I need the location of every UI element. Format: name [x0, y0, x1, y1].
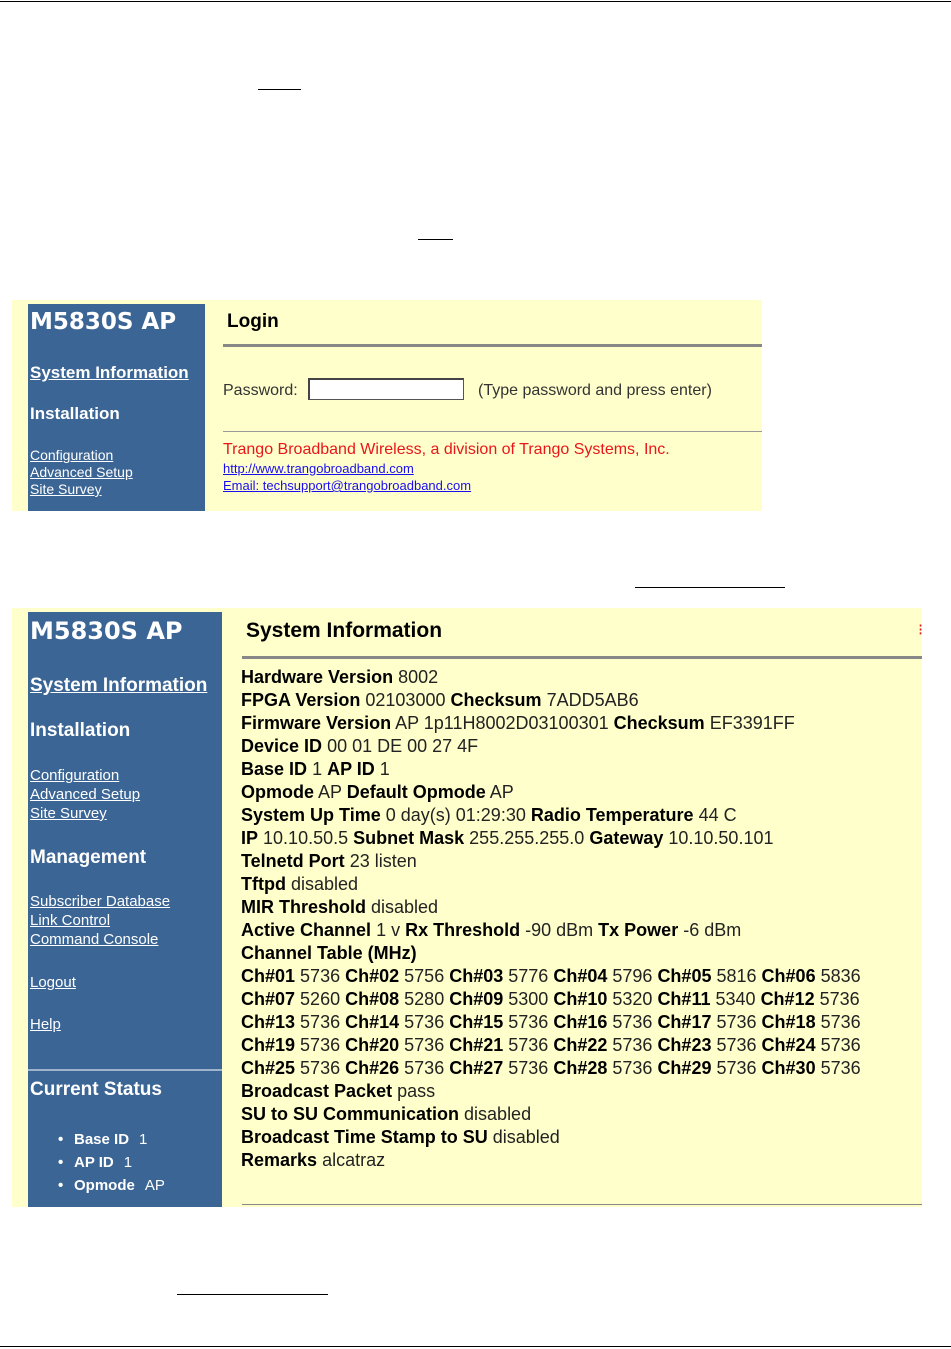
- info-key: Ch#25: [241, 1058, 296, 1078]
- info-key: Hardware Version: [241, 667, 394, 687]
- info-key: Firmware Version: [241, 713, 392, 733]
- info-value: 1: [379, 759, 390, 779]
- info-row: [241, 1103, 861, 1126]
- info-value: 5796: [612, 966, 653, 986]
- info-key: System Up Time: [241, 805, 381, 825]
- status-label: AP ID: [74, 1154, 114, 1171]
- info-value: 5736: [819, 989, 860, 1009]
- sysinfo-screenshot: [12, 608, 922, 1207]
- info-key: MIR Threshold: [241, 897, 366, 917]
- password-input[interactable]: [308, 378, 464, 400]
- info-key: Telnetd Port: [241, 851, 345, 871]
- nav-management-heading: Management: [30, 847, 147, 868]
- info-key: Ch#19: [241, 1035, 296, 1055]
- info-value: 5340: [715, 989, 756, 1009]
- info-value: 5736: [820, 1035, 861, 1055]
- status-item-ap-id: • AP ID 1: [58, 1154, 133, 1171]
- info-key: Ch#04: [553, 966, 608, 986]
- info-value: 5736: [716, 1058, 757, 1078]
- info-key: Ch#06: [761, 966, 816, 986]
- info-key: Base ID: [241, 759, 308, 779]
- info-value: AP: [489, 782, 514, 802]
- nav-configuration[interactable]: Configuration: [30, 767, 120, 784]
- info-row: [241, 850, 861, 873]
- status-item-base-id: • Base ID 1: [58, 1131, 148, 1148]
- info-key: Ch#30: [761, 1058, 816, 1078]
- sidebar-divider: [28, 1069, 222, 1071]
- underline-mark: [635, 587, 785, 588]
- info-key: Default Opmode: [346, 782, 486, 802]
- sysinfo-sidebar: [28, 612, 222, 1207]
- nav-logout[interactable]: Logout: [30, 974, 76, 991]
- info-key: Ch#05: [657, 966, 712, 986]
- status-value: 1: [123, 1154, 133, 1171]
- status-value: AP: [144, 1177, 165, 1194]
- info-key: AP ID: [327, 759, 375, 779]
- info-value: 00 01 DE 00 27 4F: [327, 736, 479, 756]
- info-value: 5280: [404, 989, 445, 1009]
- underline-mark: [418, 239, 453, 240]
- brand-title: M5830S AP: [30, 617, 183, 645]
- info-value: 5736: [300, 1058, 341, 1078]
- info-key: Remarks: [241, 1150, 318, 1170]
- info-row: [241, 919, 861, 942]
- info-value: 5300: [508, 989, 549, 1009]
- info-value: 5320: [612, 989, 653, 1009]
- status-label: Base ID: [74, 1131, 130, 1148]
- info-value: 0 day(s) 01:29:30: [385, 805, 526, 825]
- info-key: FPGA Version: [241, 690, 361, 710]
- info-key: Ch#22: [553, 1035, 608, 1055]
- info-value: 5736: [508, 1012, 549, 1032]
- info-key: Ch#26: [345, 1058, 400, 1078]
- info-value: AP 1p11H8002D03100301: [395, 713, 609, 733]
- nav-site-survey[interactable]: Site Survey: [30, 805, 107, 822]
- info-value: 02103000: [365, 690, 446, 710]
- info-value: 10.10.50.101: [668, 828, 774, 848]
- info-row: [241, 735, 861, 758]
- info-value: 5736: [508, 1058, 549, 1078]
- info-value: 5736: [716, 1012, 757, 1032]
- info-row: [241, 1080, 861, 1103]
- info-value: 5776: [508, 966, 549, 986]
- info-value: 44 C: [698, 805, 737, 825]
- info-key: Ch#13: [241, 1012, 296, 1032]
- nav-command-console[interactable]: Command Console: [30, 931, 159, 948]
- info-key: Ch#14: [345, 1012, 400, 1032]
- info-key: Opmode: [241, 782, 315, 802]
- info-value: -6 dBm: [683, 920, 742, 940]
- info-key: Subnet Mask: [353, 828, 465, 848]
- info-value: 5736: [508, 1035, 549, 1055]
- header-divider: [223, 344, 762, 347]
- info-value: EF3391FF: [709, 713, 795, 733]
- info-key: Ch#16: [553, 1012, 608, 1032]
- info-value: 10.10.50.5: [263, 828, 349, 848]
- info-value: 5736: [300, 1012, 341, 1032]
- nav-installation-heading: Installation: [30, 404, 120, 423]
- info-key: Ch#09: [449, 989, 504, 1009]
- status-label: Opmode: [74, 1177, 135, 1194]
- info-key: Ch#02: [345, 966, 400, 986]
- info-key: Ch#27: [449, 1058, 504, 1078]
- system-information-list: [241, 666, 861, 1172]
- email-link[interactable]: Email: techsupport@trangobroadband.com: [223, 478, 472, 493]
- info-value: disabled: [371, 897, 439, 917]
- info-row: [241, 781, 861, 804]
- info-key: Tx Power: [598, 920, 679, 940]
- info-value: disabled: [492, 1127, 560, 1147]
- nav-advanced-setup[interactable]: Advanced Setup: [30, 464, 133, 480]
- bottom-page-rule: [0, 1346, 951, 1347]
- info-key: Broadcast Packet: [241, 1081, 393, 1101]
- red-edge-mark: ⁝: [918, 622, 924, 639]
- top-page-rule: [0, 1, 951, 2]
- info-value: 5736: [612, 1012, 653, 1032]
- info-key: SU to SU Communication: [241, 1104, 460, 1124]
- info-row: [241, 804, 861, 827]
- info-key: Checksum: [450, 690, 542, 710]
- info-key: Rx Threshold: [405, 920, 521, 940]
- info-value: alcatraz: [322, 1150, 386, 1170]
- info-value: 23 listen: [349, 851, 417, 871]
- info-key: Gateway: [589, 828, 664, 848]
- company-name: Trango Broadband Wireless, a division of Trango Systems, Inc.: [223, 441, 670, 458]
- info-value: 7ADD5AB6: [546, 690, 639, 710]
- info-key: Checksum: [613, 713, 705, 733]
- info-value: 5736: [612, 1035, 653, 1055]
- info-value: 5756: [404, 966, 445, 986]
- info-row: [241, 1057, 861, 1080]
- nav-link-control[interactable]: Link Control: [30, 912, 111, 929]
- info-value: 5260: [300, 989, 341, 1009]
- info-key: Ch#28: [553, 1058, 608, 1078]
- underline-mark: [177, 1294, 328, 1295]
- info-key: Ch#20: [345, 1035, 400, 1055]
- info-key: IP: [241, 828, 259, 848]
- login-title: Login: [227, 311, 279, 332]
- info-row: [241, 689, 861, 712]
- info-row: [241, 965, 861, 988]
- info-key: Device ID: [241, 736, 323, 756]
- info-key: Ch#10: [553, 989, 608, 1009]
- footer-divider: [242, 1204, 922, 1205]
- status-value: 1: [139, 1131, 148, 1148]
- info-key: Ch#11: [657, 989, 711, 1009]
- info-key: Channel Table (MHz): [241, 943, 417, 963]
- info-value: 5736: [404, 1058, 445, 1078]
- brand-title: M5830S AP: [30, 309, 177, 335]
- info-value: 5736: [820, 1012, 861, 1032]
- info-value: disabled: [291, 874, 359, 894]
- info-row: [241, 873, 861, 896]
- info-row: [241, 1149, 861, 1172]
- info-key: Ch#07: [241, 989, 296, 1009]
- info-row: [241, 1011, 861, 1034]
- info-value: 5816: [716, 966, 757, 986]
- info-row: [241, 988, 861, 1011]
- nav-installation-heading: Installation: [30, 720, 131, 741]
- password-label: Password:: [223, 382, 298, 399]
- info-key: Ch#12: [760, 989, 815, 1009]
- login-sidebar: [28, 304, 205, 511]
- info-row: [241, 666, 861, 689]
- nav-system-information[interactable]: System Information: [30, 675, 208, 696]
- info-value: 255.255.255.0: [469, 828, 585, 848]
- nav-configuration[interactable]: Configuration: [30, 447, 114, 463]
- info-key: Ch#21: [449, 1035, 504, 1055]
- footer-divider: [223, 431, 762, 432]
- info-key: Ch#17: [657, 1012, 712, 1032]
- nav-subscriber-database[interactable]: Subscriber Database: [30, 893, 171, 910]
- info-value: AP: [318, 782, 342, 802]
- info-row: [241, 712, 861, 735]
- info-key: Ch#18: [761, 1012, 816, 1032]
- info-value: 1: [312, 759, 323, 779]
- info-key: Broadcast Time Stamp to SU: [241, 1127, 488, 1147]
- info-value: 8002: [398, 667, 439, 687]
- info-value: pass: [397, 1081, 436, 1101]
- info-key: Ch#15: [449, 1012, 504, 1032]
- info-value: 5736: [300, 966, 341, 986]
- info-row: [241, 942, 861, 965]
- nav-advanced-setup[interactable]: Advanced Setup: [30, 786, 141, 803]
- info-key: Radio Temperature: [530, 805, 694, 825]
- info-value: 5736: [820, 1058, 861, 1078]
- info-value: -90 dBm: [525, 920, 594, 940]
- info-value: 5736: [612, 1058, 653, 1078]
- info-value: 5836: [820, 966, 861, 986]
- login-screenshot: [12, 300, 762, 511]
- header-divider: [242, 656, 922, 659]
- info-row: [241, 896, 861, 919]
- info-key: Ch#29: [657, 1058, 712, 1078]
- info-key: Ch#01: [241, 966, 296, 986]
- nav-system-information[interactable]: System Information: [30, 363, 189, 382]
- info-value: 5736: [716, 1035, 757, 1055]
- info-row: [241, 758, 861, 781]
- info-key: Active Channel: [241, 920, 372, 940]
- info-value: 1 v: [376, 920, 401, 940]
- info-row: [241, 1034, 861, 1057]
- info-key: Ch#08: [345, 989, 400, 1009]
- info-key: Ch#23: [657, 1035, 712, 1055]
- website-link[interactable]: http://www.trangobroadband.com: [223, 461, 414, 476]
- info-row: [241, 1126, 861, 1149]
- info-value: 5736: [300, 1035, 341, 1055]
- nav-help[interactable]: Help: [30, 1016, 61, 1033]
- nav-site-survey[interactable]: Site Survey: [30, 481, 102, 497]
- info-key: Tftpd: [241, 874, 286, 894]
- status-item-opmode: • Opmode AP: [58, 1177, 165, 1194]
- info-value: 5736: [404, 1035, 445, 1055]
- info-value: 5736: [404, 1012, 445, 1032]
- info-key: Ch#24: [761, 1035, 816, 1055]
- password-hint: (Type password and press enter): [478, 382, 712, 399]
- current-status-title: Current Status: [30, 1079, 162, 1100]
- info-value: disabled: [464, 1104, 532, 1124]
- info-row: [241, 827, 861, 850]
- underline-mark: [258, 89, 301, 90]
- info-key: Ch#03: [449, 966, 504, 986]
- sysinfo-title: System Information: [246, 619, 443, 642]
